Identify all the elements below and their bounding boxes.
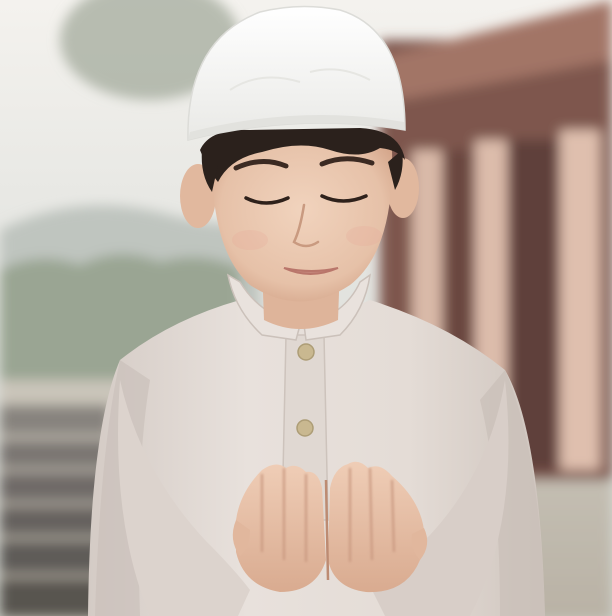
step xyxy=(0,405,110,435)
cheek xyxy=(346,226,382,246)
robe-button xyxy=(298,344,314,360)
robe-button xyxy=(297,420,313,436)
cheek xyxy=(232,230,268,250)
pillar xyxy=(560,130,600,470)
step xyxy=(0,440,110,468)
